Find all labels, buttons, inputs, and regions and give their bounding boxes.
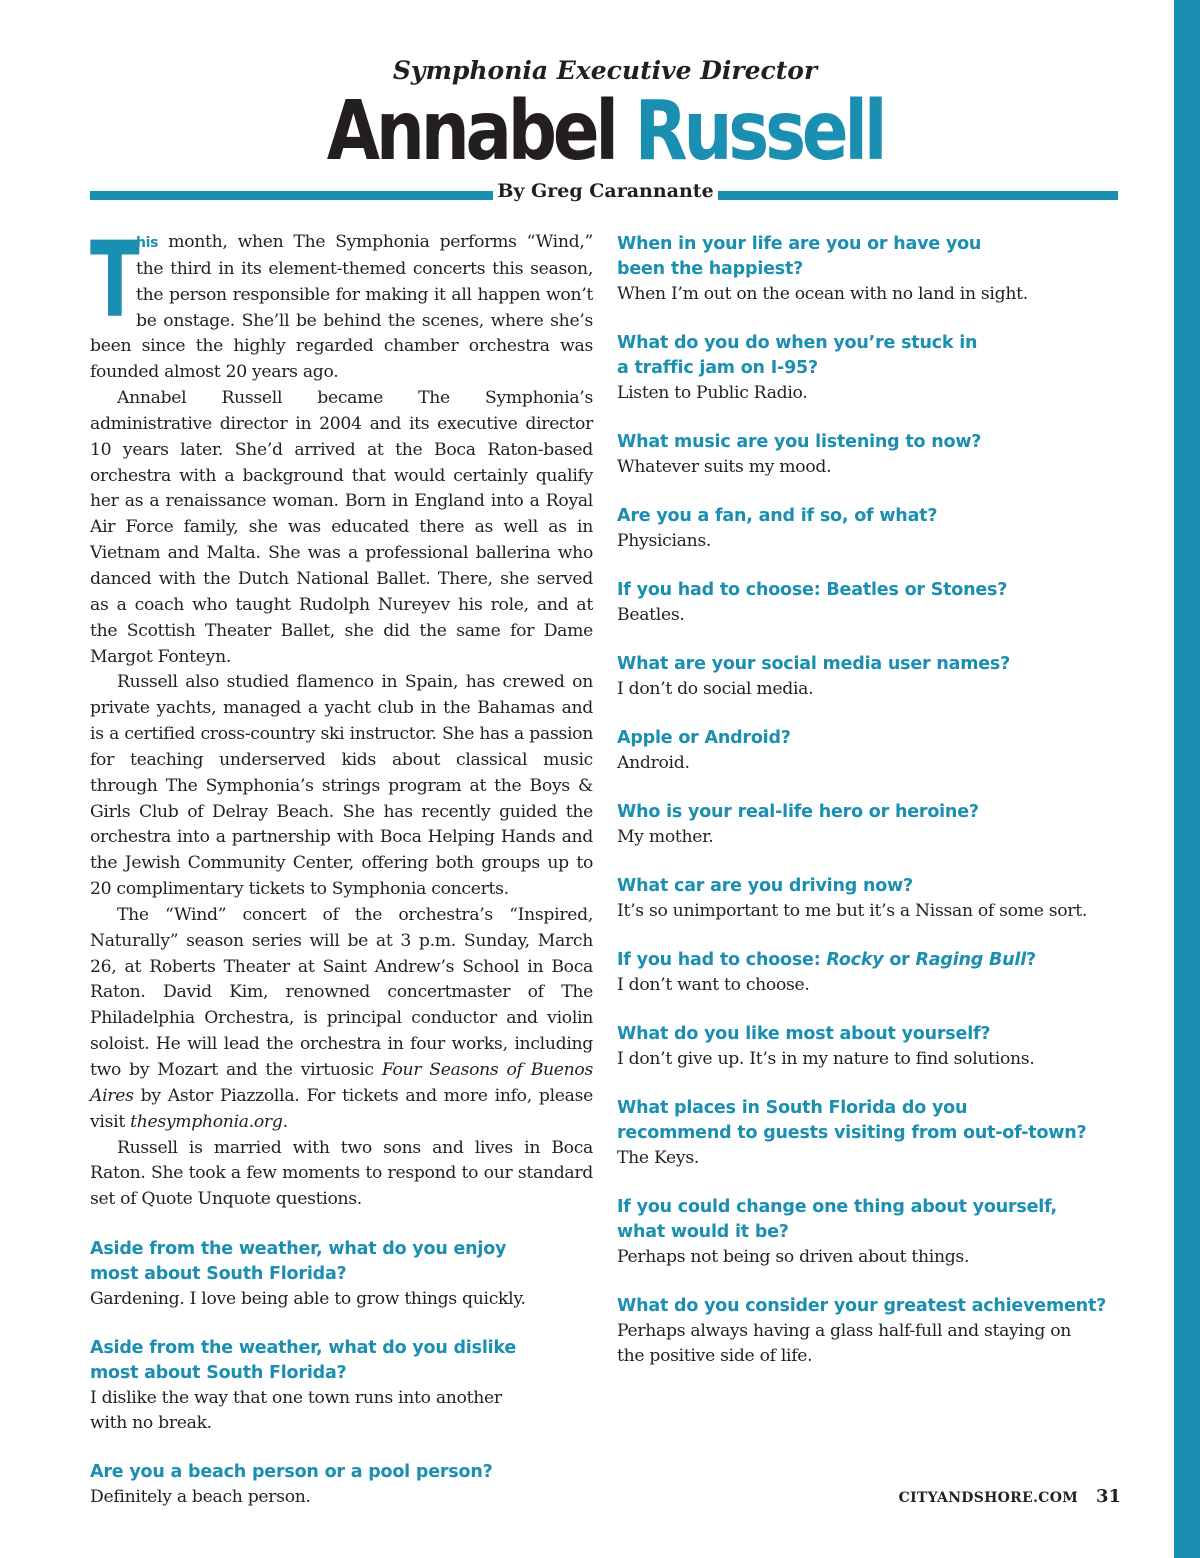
qa-question: Aside from the weather, what do you enjoy most about South Florida?	[90, 1239, 507, 1285]
qa-question: Apple or Android?	[617, 728, 791, 748]
qa-item	[90, 1460, 593, 1510]
qa-question: What are your social media user names?	[617, 654, 1011, 674]
left-column	[90, 219, 593, 1510]
byline-rule-right	[718, 191, 1118, 200]
qa-item	[617, 430, 1117, 480]
question-text-c: ?	[1026, 950, 1036, 970]
qa-answer: Perhaps not being so driven about things.	[617, 1247, 970, 1267]
qa-question: What do you like most about yourself?	[617, 1024, 991, 1044]
intro-paragraph-3: Russell also studied flamenco in Spain, has crewed on private yachts, managed a yacht club in the Bahamas and is a certified cross-country ski instructor. She has a passion for teaching underserved kids about classical music through The Symphonia’s strings program at the Boys & Girls Club of Delray Beach. She has recently guided the orchestra into a partnership with Boca Helping Hands and the Jewish Community Center, offering both groups up to 20 complimentary tickets to Symphonia concerts.	[90, 672, 593, 900]
p4-text-a: The “Wind” concert of the orchestra’s “Inspired, Naturally” season series will be at 3 p.m. Sunday, March 26, at Roberts Theater at Saint Andrew’s School in Boca Raton. David Kim, renowned concertmaster of The Philadelphia Orchestra, is principal conductor and violin soloist. He will lead the orchestra in four works, including two by Mozart and the virtuosic	[90, 904, 593, 1080]
qa-answer: Physicians.	[617, 531, 712, 551]
question-text-a: If you had to choose:	[617, 950, 827, 970]
qa-answer: I don’t do social media.	[617, 679, 814, 699]
work-title: Four Seasons of Buenos Aires	[90, 1060, 593, 1106]
qa-question: What do you consider your greatest achievement?	[617, 1296, 1107, 1316]
qa-question: What places in South Florida do you recommend to guests visiting from out-of-town?	[617, 1098, 1087, 1143]
headline-last-name: Russell	[634, 84, 884, 179]
qa-item	[617, 652, 1117, 702]
qa-answer: Android.	[617, 753, 690, 773]
qa-item	[617, 504, 1117, 554]
qa-question: When in your life are you or have you been the happiest?	[617, 234, 982, 279]
right-column	[617, 232, 1117, 1369]
qa-answer: Beatles.	[617, 605, 685, 625]
footer-website: CITYANDSHORE.COM	[898, 1490, 1078, 1506]
film-title-rocky: Rocky	[826, 950, 884, 970]
p4-text-c: .	[282, 1111, 288, 1132]
qa-answer: Listen to Public Radio.	[617, 383, 808, 403]
qa-answer: Gardening. I love being able to grow things quickly.	[90, 1289, 526, 1310]
qa-answer: The Keys.	[617, 1148, 700, 1168]
intro-paragraph-2: Annabel Russell became The Symphonia’s administrative director in 2004 and its executive director 10 years later. She’d arrived at the Boca Raton-based orchestra with a background that would certainly qualify her as a renaissance woman. Born in England into a Royal Air Force family, she was educated there as well as in Vietnam and Malta. She was a professional ballerina who danced with the Dutch National Ballet. There, she served as a coach who taught Rudolph Nureyev his role, and at the Scottish Theater Ballet, she did the same for Dame Margot Fonteyn.	[90, 388, 593, 667]
website-link[interactable]: thesymphonia.org	[130, 1111, 283, 1132]
headline-first-name: Annabel	[326, 84, 615, 179]
qa-item	[617, 232, 1117, 307]
qa-item	[617, 726, 1117, 776]
qa-question: Are you a fan, and if so, of what?	[617, 506, 938, 526]
page-edge-bar	[1174, 0, 1200, 1558]
qa-item	[617, 948, 1117, 998]
qa-item	[617, 578, 1117, 628]
intro-paragraph-4	[90, 903, 593, 1136]
qa-answer: I dislike the way that one town runs into another with no break.	[90, 1388, 502, 1434]
qa-answer: I don’t give up. It’s in my nature to find solutions.	[617, 1049, 1035, 1069]
qa-question: If you had to choose: Beatles or Stones?	[617, 580, 1008, 600]
intro-paragraph-1-text: month, when The Symphonia performs “Wind,” the third in its element-themed concerts this season, the person responsible for making it all happen won’t be onstage. She’ll be behind the scenes, where she’s been since the highly regarded chamber orchestra was founded almost 20 years ago.	[90, 232, 593, 383]
article-headline	[97, 84, 1113, 180]
qa-answer: Whatever suits my mood.	[617, 457, 832, 477]
intro-paragraph-1	[90, 219, 593, 386]
qa-answer: My mother.	[617, 827, 714, 847]
qa-question: What car are you driving now?	[617, 876, 913, 896]
qa-question: What do you do when you’re stuck in a traffic jam on I-95?	[617, 333, 978, 378]
qa-item	[617, 1294, 1117, 1369]
film-title-raging-bull: Raging Bull	[915, 950, 1026, 970]
page-number: 31	[1096, 1486, 1122, 1507]
qa-item	[90, 1237, 593, 1312]
qa-answer: It’s so unimportant to me but it’s a Nissan of some sort.	[617, 901, 1088, 921]
qa-item	[617, 331, 1117, 406]
qa-item	[617, 800, 1117, 850]
qa-item	[617, 1022, 1117, 1072]
lead-word: his	[136, 235, 159, 251]
qa-item	[90, 1336, 593, 1436]
byline: By Greg Carannante	[497, 180, 714, 202]
qa-question: Are you a beach person or a pool person?	[90, 1462, 493, 1483]
article-kicker: Symphonia Executive Director	[392, 56, 818, 85]
qa-question: Aside from the weather, what do you dislike most about South Florida?	[90, 1338, 517, 1384]
qa-answer: I don’t want to choose.	[617, 975, 810, 995]
qa-item	[617, 874, 1117, 924]
qa-question: Who is your real-life hero or heroine?	[617, 802, 979, 822]
qa-item	[617, 1096, 1117, 1171]
intro-paragraph-5: Russell is married with two sons and lives in Boca Raton. She took a few moments to respond to our standard set of Quote Unquote questions.	[90, 1137, 593, 1210]
qa-answer: Perhaps always having a glass half-full and staying on the positive side of life.	[617, 1321, 1072, 1366]
qa-answer: Definitely a beach person.	[90, 1487, 311, 1508]
qa-answer: When I’m out on the ocean with no land in sight.	[617, 284, 1028, 304]
question-text-b: or	[883, 950, 916, 970]
drop-cap: T	[90, 219, 140, 341]
qa-question	[617, 948, 1117, 973]
qa-question: What music are you listening to now?	[617, 432, 982, 452]
byline-rule-left	[90, 191, 493, 200]
qa-question: If you could change one thing about yourself, what would it be?	[617, 1197, 1057, 1242]
p4-text-b: by Astor Piazzolla. For tickets and more info, please visit	[90, 1085, 593, 1132]
qa-item	[617, 1195, 1117, 1270]
